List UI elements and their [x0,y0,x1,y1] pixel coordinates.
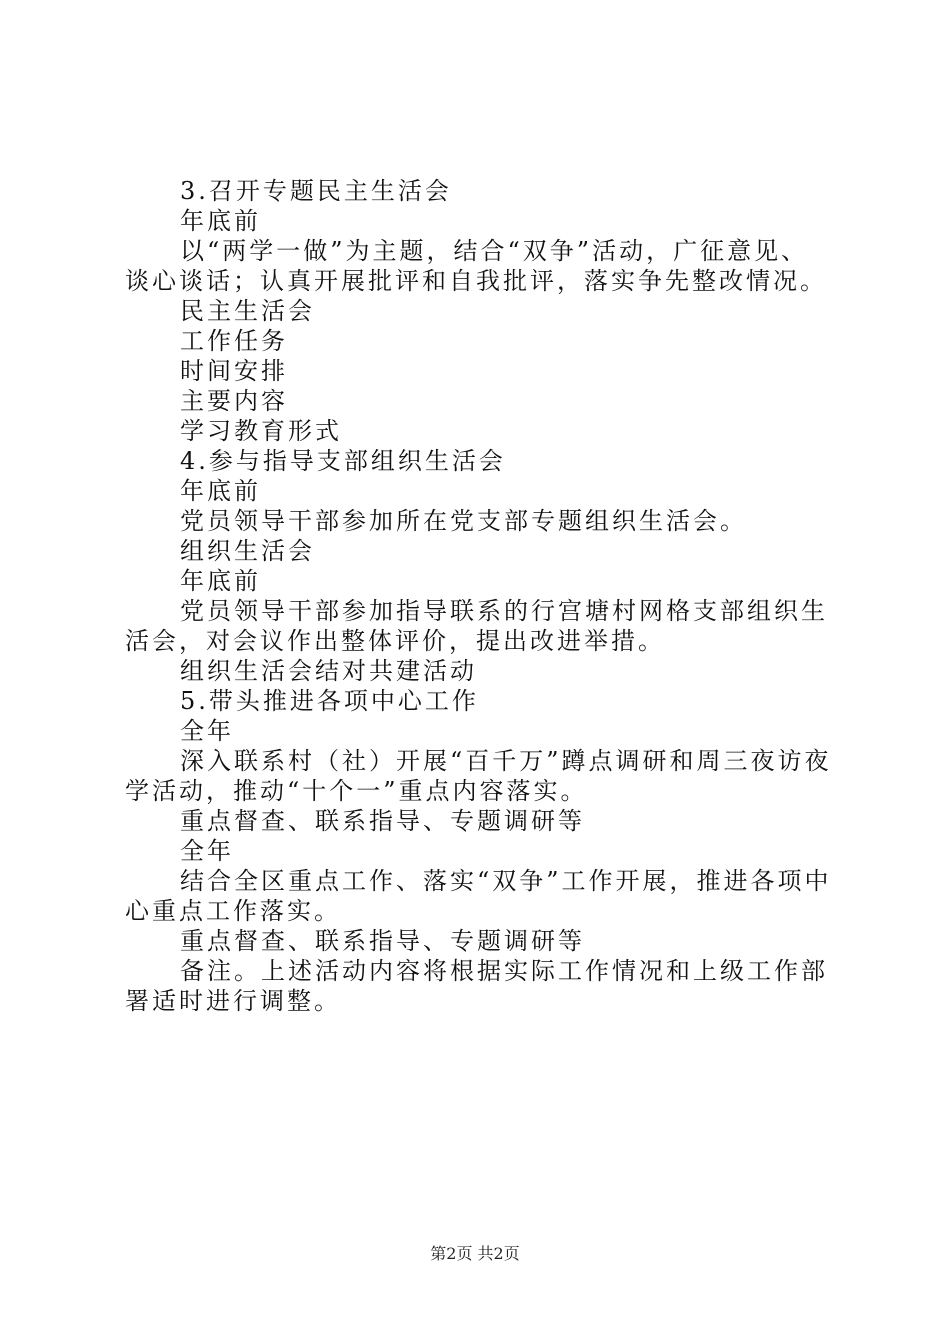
paragraph: 年底前 [180,207,261,235]
paragraph: 4.参与指导支部组织生活会 [180,447,506,475]
paragraph: 结合全区重点工作、落实“双争”工作开展，推进各项中心重点工作落实。 [125,867,832,925]
paragraph: 5.带头推进各项中心工作 [180,687,479,715]
page-number-footer: 第2页 共2页 [430,1244,520,1263]
paragraph: 党员领导干部参加指导联系的行宫塘村网格支部组织生活会，对会议作出整体评价，提出改进举措。 [125,597,828,655]
paragraph: 组织生活会 [180,537,315,565]
document-body [125,176,835,1016]
paragraph: 年底前 [180,567,261,595]
paragraph: 全年 [180,837,234,865]
paragraph: 主要内容 [180,387,288,415]
paragraph: 备注。上述活动内容将根据实际工作情况和上级工作部署适时进行调整。 [125,957,828,1015]
paragraph: 深入联系村（社）开展“百千万”蹲点调研和周三夜访夜学活动，推动“十个一”重点内容落实。 [125,747,832,805]
paragraph: 民主生活会 [180,297,315,325]
paragraph: 重点督查、联系指导、专题调研等 [180,927,585,955]
paragraph: 组织生活会结对共建活动 [180,657,477,685]
paragraph: 重点督查、联系指导、专题调研等 [180,807,585,835]
paragraph: 党员领导干部参加所在党支部专题组织生活会。 [180,507,747,535]
paragraph: 学习教育形式 [180,417,342,445]
paragraph: 工作任务 [180,327,288,355]
paragraph: 时间安排 [180,357,288,385]
paragraph: 年底前 [180,477,261,505]
paragraph: 全年 [180,717,234,745]
paragraph: 3.召开专题民主生活会 [180,177,452,205]
paragraph: 以“两学一做”为主题，结合“双争”活动，广征意见、谈心谈话；认真开展批评和自我批评，落实争先整改情况。 [125,237,827,295]
